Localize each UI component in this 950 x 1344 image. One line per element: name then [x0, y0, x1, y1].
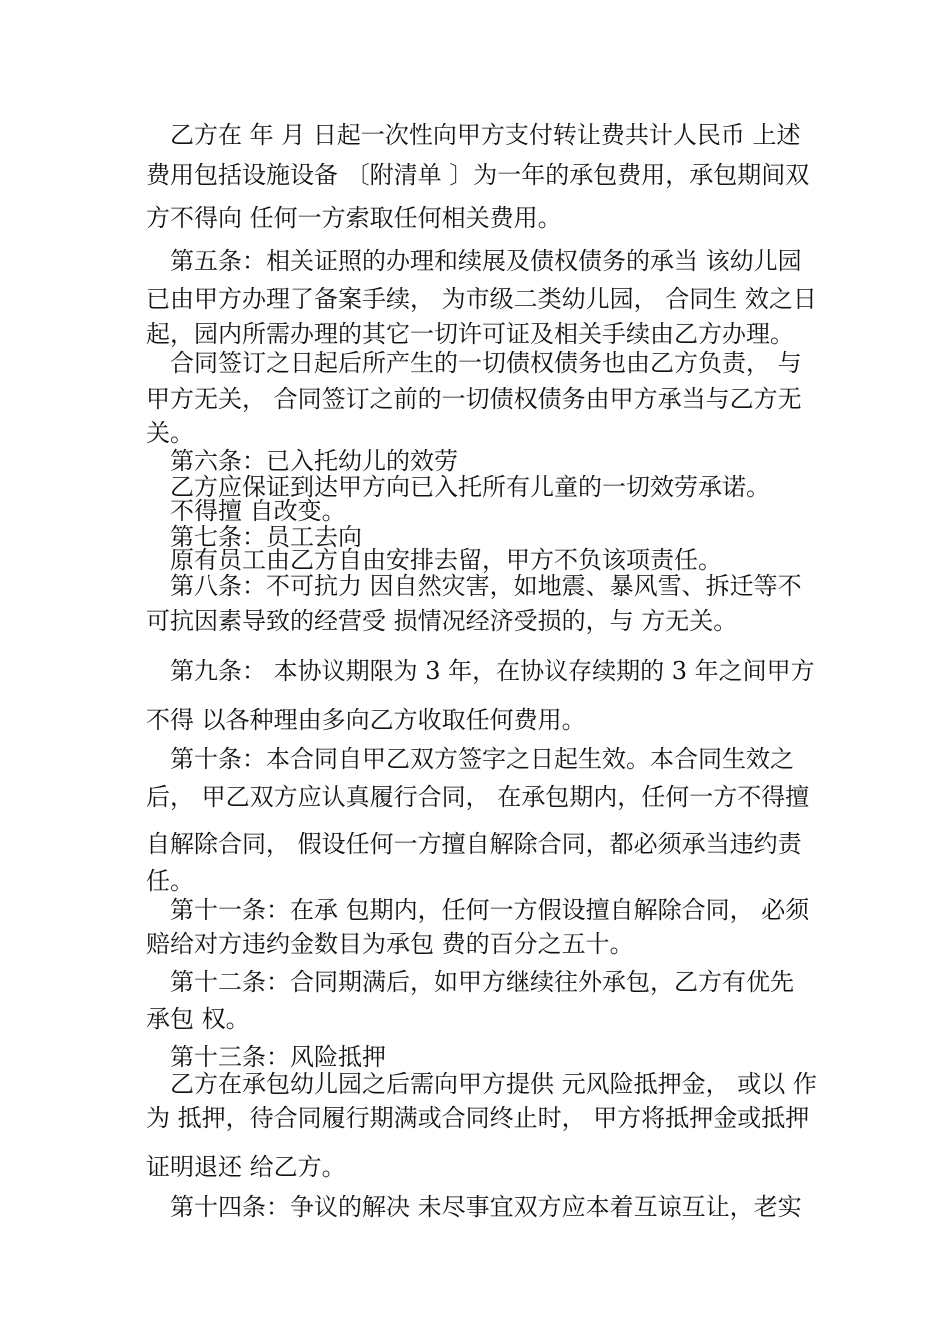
text-line: 第十三条：风险抵押 — [170, 1043, 386, 1071]
text-line: 第六条：已入托幼儿的效劳 — [170, 447, 458, 475]
text-line: 费用包括设施设备 〔附清单 〕为一年的承包费用，承包期间双 — [146, 161, 810, 189]
text-line: 第八条：不可抗力 因自然灾害，如地震、暴风雪、拆迁等不 — [170, 572, 802, 600]
text-line: 证明退还 给乙方。 — [146, 1153, 346, 1181]
text-line: 第九条： 本协议期限为 3 年，在协议存续期的 3 年之间甲方 — [170, 657, 815, 685]
text-line: 任。 — [146, 867, 194, 895]
text-line: 方不得向 任何一方索取任何相关费用。 — [146, 204, 562, 232]
text-line: 第十四条：争议的解决 未尽事宜双方应本着互谅互让，老实 — [170, 1193, 802, 1221]
text-line: 不得擅 自改变。 — [170, 497, 346, 525]
text-line: 赔给对方违约金数目为承包 费的百分之五十。 — [146, 930, 634, 958]
text-line: 乙方在承包幼儿园之后需向甲方提供 元风险抵押金， 或以 作 — [170, 1070, 817, 1098]
text-line: 第五条：相关证照的办理和续展及债权债务的承当 该幼儿园 — [170, 247, 802, 275]
text-line: 不得 以各种理由多向乙方收取任何费用。 — [146, 706, 586, 734]
text-line: 乙方应保证到达甲方向已入托所有儿童的一切效劳承诺。 — [170, 473, 770, 501]
text-line: 乙方在 年 月 日起一次性向甲方支付转让费共计人民币 上述 — [170, 121, 801, 149]
text-line: 原有员工由乙方自由安排去留，甲方不负该项责任。 — [170, 546, 722, 574]
text-line: 合同签订之日起后所产生的一切债权债务也由乙方负责， 与 — [170, 349, 802, 377]
text-line: 起，园内所需办理的其它一切许可证及相关手续由乙方办理。 — [146, 320, 794, 348]
text-line: 可抗因素导致的经营受 损情况经济受损的，与 方无关。 — [146, 607, 738, 635]
text-line: 甲方无关， 合同签订之前的一切债权债务由甲方承当与乙方无 — [146, 385, 802, 413]
text-line: 第七条：员工去向 — [170, 523, 362, 551]
text-line: 自解除合同， 假设任何一方擅自解除合同，都必须承当违约责 — [146, 830, 802, 858]
text-line: 第十二条：合同期满后，如甲方继续往外承包，乙方有优先 — [170, 968, 794, 996]
text-line: 第十一条：在承 包期内，任何一方假设擅自解除合同， 必须 — [170, 896, 810, 924]
text-line: 已由甲方办理了备案手续， 为市级二类幼儿园， 合同生 效之日 — [146, 285, 817, 313]
text-line: 为 抵押，待合同履行期满或合同终止时， 甲方将抵押金或抵押 — [146, 1104, 810, 1132]
text-line: 第十条：本合同自甲乙双方签字之日起生效。本合同生效之 — [170, 745, 794, 773]
text-line: 关。 — [146, 419, 194, 447]
text-line: 后， 甲乙双方应认真履行合同， 在承包期内，任何一方不得擅 — [146, 783, 810, 811]
text-line: 承包 权。 — [146, 1005, 250, 1033]
